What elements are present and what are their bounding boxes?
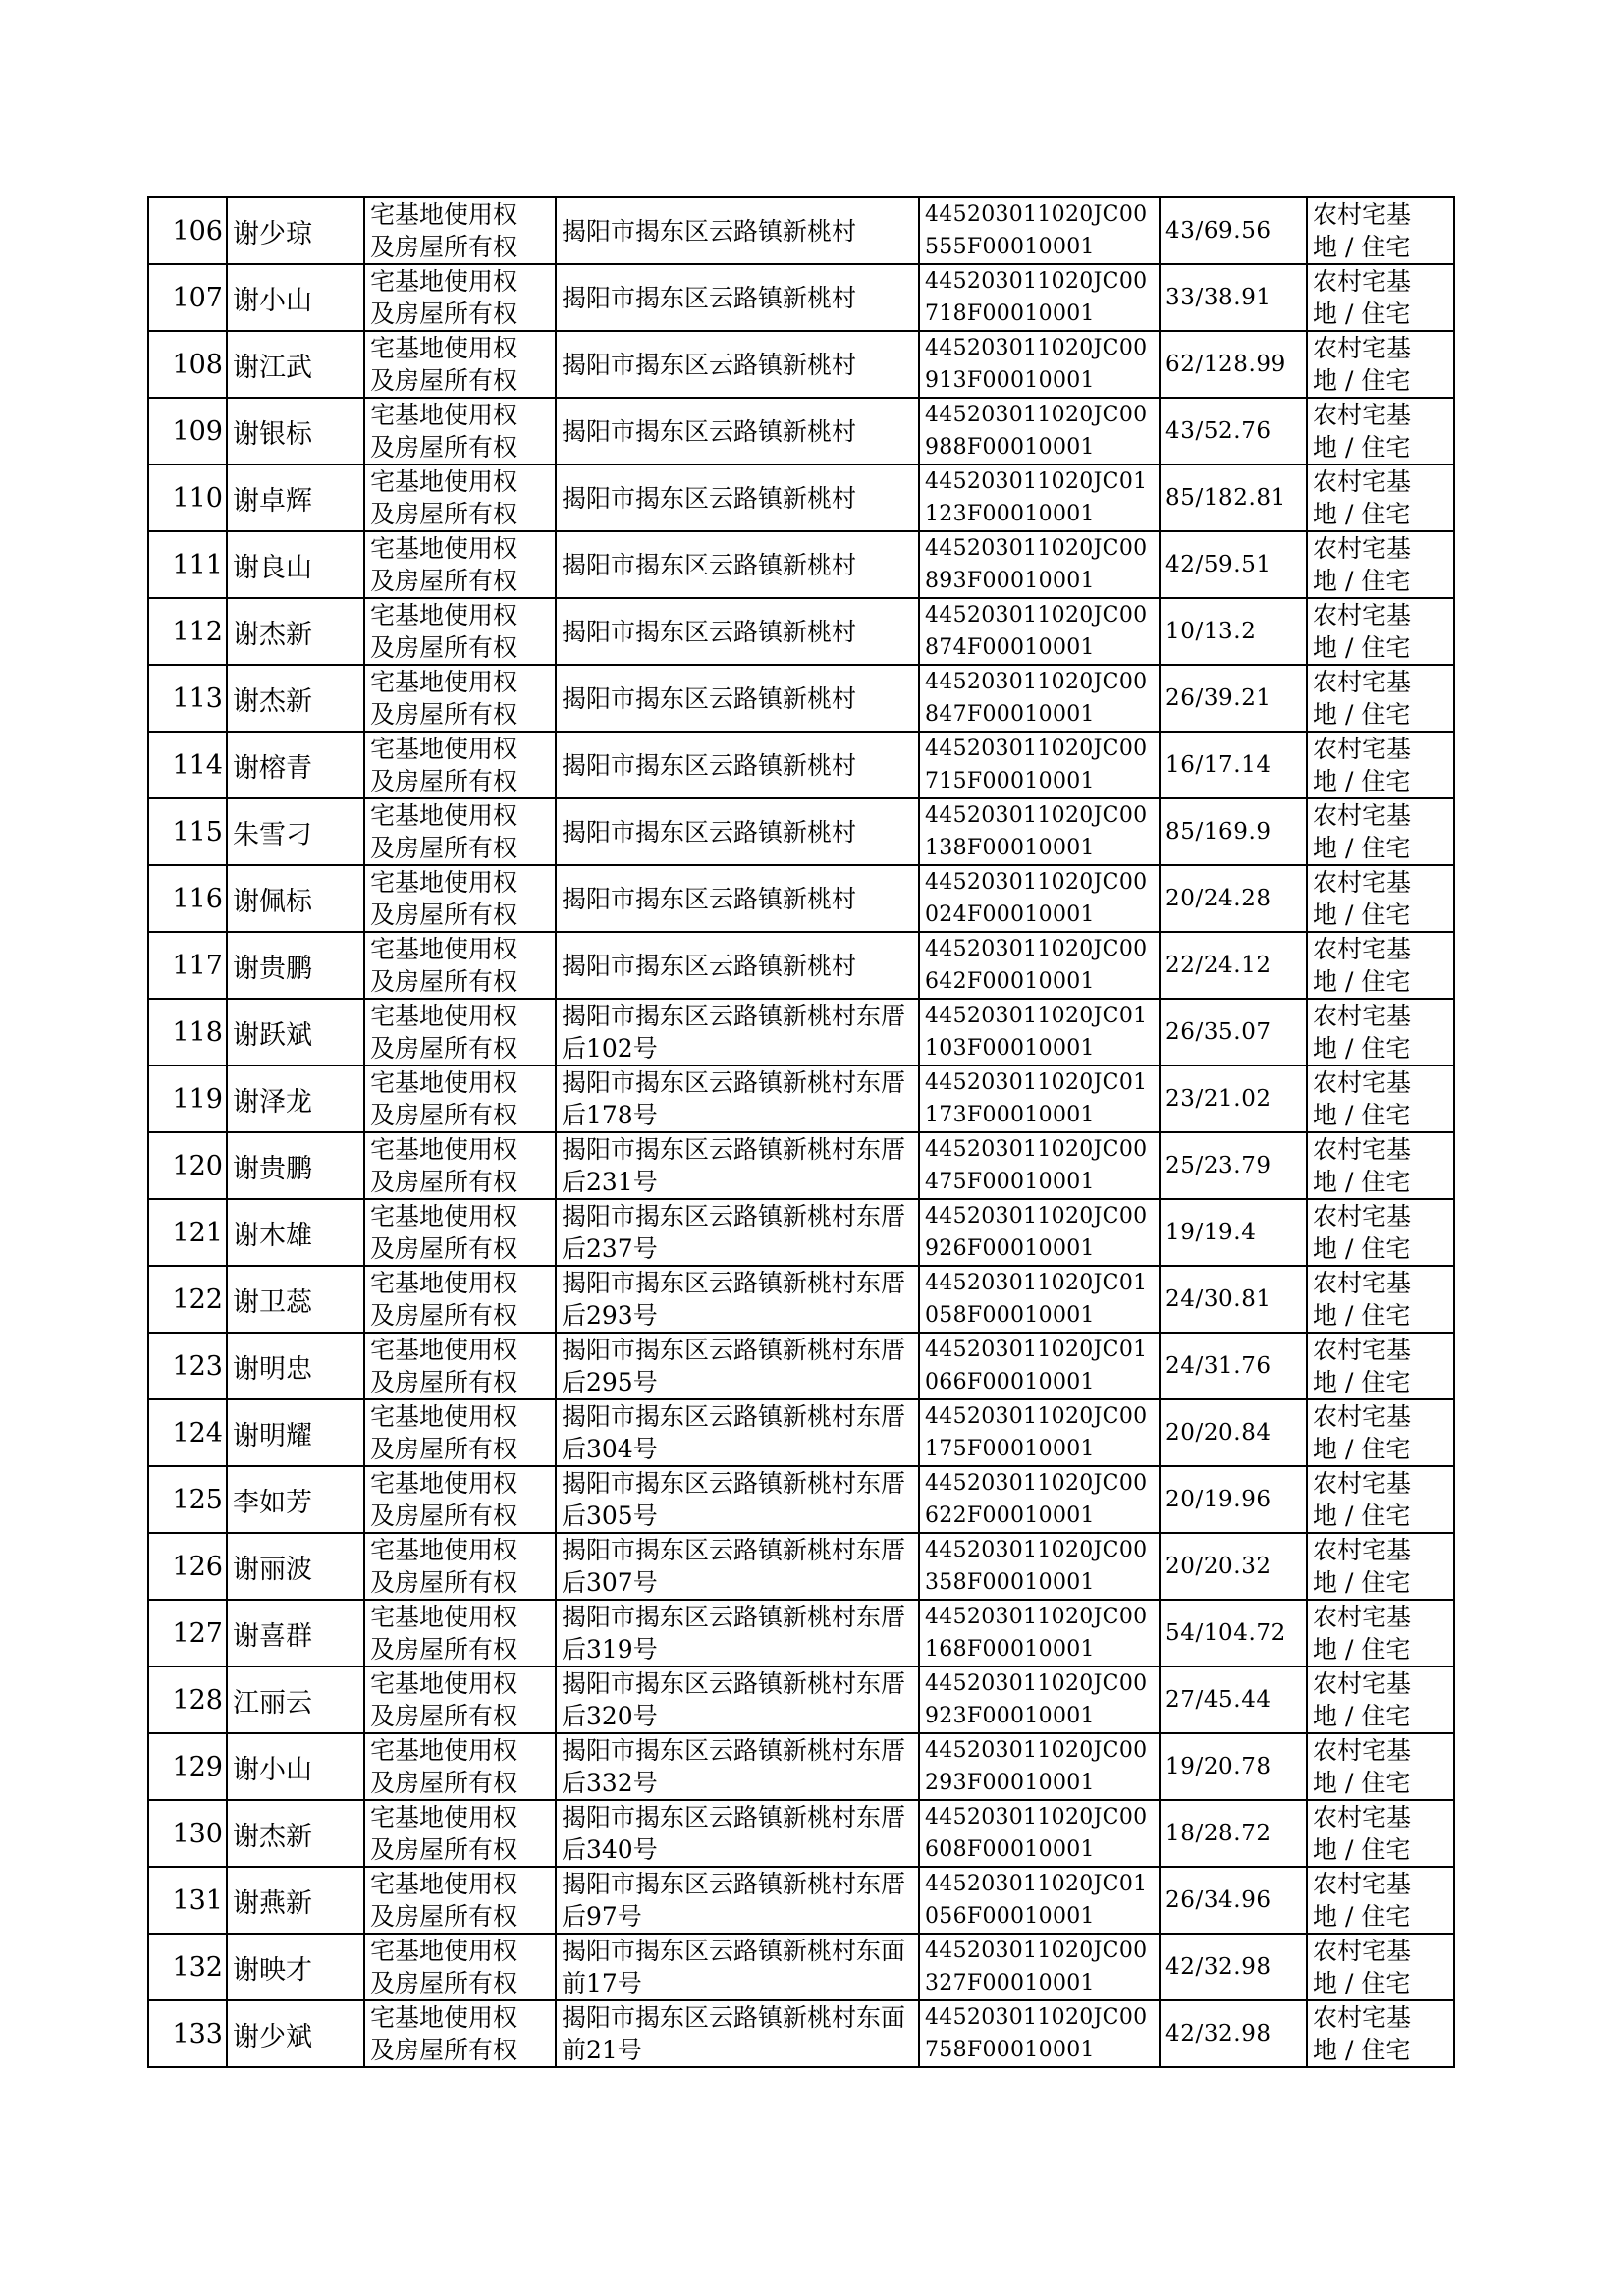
owner-name-cell: 谢杰新 (227, 598, 364, 665)
table-row (148, 1934, 1454, 2000)
address-cell: 揭阳市揭东区云路镇新桃村东厝后231号 (556, 1132, 919, 1199)
table-row (148, 932, 1454, 999)
right-type-cell: 宅基地使用权 及房屋所有权 (364, 264, 556, 331)
unit-code-cell: 445203011020JC00 475F00010001 (919, 1132, 1160, 1199)
row-number-cell: 110 (148, 464, 227, 531)
land-use-cell: 农村宅基 地 / 住宅 (1307, 1533, 1454, 1600)
right-type-cell: 宅基地使用权 及房屋所有权 (364, 1600, 556, 1667)
area-cell: 26/39.21 (1160, 665, 1307, 732)
land-use-cell: 农村宅基 地 / 住宅 (1307, 1132, 1454, 1199)
table-row (148, 1667, 1454, 1733)
table-row (148, 798, 1454, 865)
land-use-cell: 农村宅基 地 / 住宅 (1307, 1333, 1454, 1399)
row-number-cell: 118 (148, 999, 227, 1066)
row-number-cell: 109 (148, 398, 227, 464)
land-use-cell: 农村宅基 地 / 住宅 (1307, 1867, 1454, 1934)
owner-name-cell: 谢泽龙 (227, 1066, 364, 1132)
row-number-cell: 107 (148, 264, 227, 331)
row-number-cell: 119 (148, 1066, 227, 1132)
right-type-cell: 宅基地使用权 及房屋所有权 (364, 2000, 556, 2067)
land-use-cell: 农村宅基 地 / 住宅 (1307, 1934, 1454, 2000)
unit-code-cell: 445203011020JC00 893F00010001 (919, 531, 1160, 598)
row-number-cell: 111 (148, 531, 227, 598)
right-type-cell: 宅基地使用权 及房屋所有权 (364, 1333, 556, 1399)
right-type-cell: 宅基地使用权 及房屋所有权 (364, 1199, 556, 1266)
row-number-cell: 124 (148, 1399, 227, 1466)
area-cell: 18/28.72 (1160, 1800, 1307, 1867)
land-use-cell: 农村宅基 地 / 住宅 (1307, 1733, 1454, 1800)
address-cell: 揭阳市揭东区云路镇新桃村东厝后320号 (556, 1667, 919, 1733)
unit-code-cell: 445203011020JC00 622F00010001 (919, 1466, 1160, 1533)
area-cell: 43/52.76 (1160, 398, 1307, 464)
address-cell: 揭阳市揭东区云路镇新桃村 (556, 598, 919, 665)
owner-name-cell: 江丽云 (227, 1667, 364, 1733)
table-row (148, 464, 1454, 531)
area-cell: 20/24.28 (1160, 865, 1307, 932)
table-row (148, 1733, 1454, 1800)
owner-name-cell: 谢卫蕊 (227, 1266, 364, 1333)
area-cell: 19/20.78 (1160, 1733, 1307, 1800)
area-cell: 85/169.9 (1160, 798, 1307, 865)
address-cell: 揭阳市揭东区云路镇新桃村东厝后319号 (556, 1600, 919, 1667)
owner-name-cell: 谢少斌 (227, 2000, 364, 2067)
owner-name-cell: 谢贵鹏 (227, 1132, 364, 1199)
right-type-cell: 宅基地使用权 及房屋所有权 (364, 1266, 556, 1333)
right-type-cell: 宅基地使用权 及房屋所有权 (364, 197, 556, 264)
right-type-cell: 宅基地使用权 及房屋所有权 (364, 1934, 556, 2000)
address-cell: 揭阳市揭东区云路镇新桃村东厝后305号 (556, 1466, 919, 1533)
owner-name-cell: 谢卓辉 (227, 464, 364, 531)
right-type-cell: 宅基地使用权 及房屋所有权 (364, 732, 556, 798)
address-cell: 揭阳市揭东区云路镇新桃村 (556, 732, 919, 798)
address-cell: 揭阳市揭东区云路镇新桃村东厝后332号 (556, 1733, 919, 1800)
area-cell: 27/45.44 (1160, 1667, 1307, 1733)
row-number-cell: 129 (148, 1733, 227, 1800)
right-type-cell: 宅基地使用权 及房屋所有权 (364, 1867, 556, 1934)
area-cell: 20/20.84 (1160, 1399, 1307, 1466)
area-cell: 20/20.32 (1160, 1533, 1307, 1600)
address-cell: 揭阳市揭东区云路镇新桃村东厝后237号 (556, 1199, 919, 1266)
land-use-cell: 农村宅基 地 / 住宅 (1307, 865, 1454, 932)
right-type-cell: 宅基地使用权 及房屋所有权 (364, 1800, 556, 1867)
owner-name-cell: 谢丽波 (227, 1533, 364, 1600)
owner-name-cell: 谢贵鹏 (227, 932, 364, 999)
land-use-cell: 农村宅基 地 / 住宅 (1307, 464, 1454, 531)
row-number-cell: 131 (148, 1867, 227, 1934)
table-row (148, 531, 1454, 598)
land-use-cell: 农村宅基 地 / 住宅 (1307, 1066, 1454, 1132)
table-row (148, 1066, 1454, 1132)
table-row (148, 732, 1454, 798)
area-cell: 19/19.4 (1160, 1199, 1307, 1266)
row-number-cell: 112 (148, 598, 227, 665)
table-row (148, 665, 1454, 732)
address-cell: 揭阳市揭东区云路镇新桃村东厝后304号 (556, 1399, 919, 1466)
table-row (148, 264, 1454, 331)
address-cell: 揭阳市揭东区云路镇新桃村 (556, 531, 919, 598)
row-number-cell: 123 (148, 1333, 227, 1399)
unit-code-cell: 445203011020JC00 293F00010001 (919, 1733, 1160, 1800)
row-number-cell: 133 (148, 2000, 227, 2067)
area-cell: 25/23.79 (1160, 1132, 1307, 1199)
address-cell: 揭阳市揭东区云路镇新桃村 (556, 464, 919, 531)
address-cell: 揭阳市揭东区云路镇新桃村东厝后307号 (556, 1533, 919, 1600)
unit-code-cell: 445203011020JC00 608F00010001 (919, 1800, 1160, 1867)
land-use-cell: 农村宅基 地 / 住宅 (1307, 1266, 1454, 1333)
unit-code-cell: 445203011020JC01 173F00010001 (919, 1066, 1160, 1132)
unit-code-cell: 445203011020JC01 066F00010001 (919, 1333, 1160, 1399)
right-type-cell: 宅基地使用权 及房屋所有权 (364, 1533, 556, 1600)
owner-name-cell: 李如芳 (227, 1466, 364, 1533)
land-use-cell: 农村宅基 地 / 住宅 (1307, 1667, 1454, 1733)
right-type-cell: 宅基地使用权 及房屋所有权 (364, 932, 556, 999)
owner-name-cell: 谢小山 (227, 264, 364, 331)
owner-name-cell: 朱雪刁 (227, 798, 364, 865)
unit-code-cell: 445203011020JC00 358F00010001 (919, 1533, 1160, 1600)
table-row (148, 1399, 1454, 1466)
address-cell: 揭阳市揭东区云路镇新桃村 (556, 264, 919, 331)
land-use-cell: 农村宅基 地 / 住宅 (1307, 1600, 1454, 1667)
land-use-cell: 农村宅基 地 / 住宅 (1307, 1466, 1454, 1533)
area-cell: 10/13.2 (1160, 598, 1307, 665)
owner-name-cell: 谢明耀 (227, 1399, 364, 1466)
right-type-cell: 宅基地使用权 及房屋所有权 (364, 999, 556, 1066)
owner-name-cell: 谢榕青 (227, 732, 364, 798)
table-row (148, 1132, 1454, 1199)
row-number-cell: 127 (148, 1600, 227, 1667)
owner-name-cell: 谢明忠 (227, 1333, 364, 1399)
right-type-cell: 宅基地使用权 及房屋所有权 (364, 1667, 556, 1733)
unit-code-cell: 445203011020JC00 555F00010001 (919, 197, 1160, 264)
area-cell: 42/32.98 (1160, 2000, 1307, 2067)
row-number-cell: 125 (148, 1466, 227, 1533)
address-cell: 揭阳市揭东区云路镇新桃村东面前17号 (556, 1934, 919, 2000)
area-cell: 43/69.56 (1160, 197, 1307, 264)
area-cell: 23/21.02 (1160, 1066, 1307, 1132)
row-number-cell: 130 (148, 1800, 227, 1867)
unit-code-cell: 445203011020JC01 103F00010001 (919, 999, 1160, 1066)
unit-code-cell: 445203011020JC00 913F00010001 (919, 331, 1160, 398)
right-type-cell: 宅基地使用权 及房屋所有权 (364, 1399, 556, 1466)
unit-code-cell: 445203011020JC00 926F00010001 (919, 1199, 1160, 1266)
land-use-cell: 农村宅基 地 / 住宅 (1307, 1199, 1454, 1266)
table-row (148, 999, 1454, 1066)
right-type-cell: 宅基地使用权 及房屋所有权 (364, 1132, 556, 1199)
address-cell: 揭阳市揭东区云路镇新桃村 (556, 865, 919, 932)
owner-name-cell: 谢江武 (227, 331, 364, 398)
land-use-cell: 农村宅基 地 / 住宅 (1307, 999, 1454, 1066)
address-cell: 揭阳市揭东区云路镇新桃村 (556, 932, 919, 999)
land-use-cell: 农村宅基 地 / 住宅 (1307, 598, 1454, 665)
table-row (148, 1800, 1454, 1867)
address-cell: 揭阳市揭东区云路镇新桃村 (556, 665, 919, 732)
land-use-cell: 农村宅基 地 / 住宅 (1307, 1399, 1454, 1466)
row-number-cell: 106 (148, 197, 227, 264)
unit-code-cell: 445203011020JC00 923F00010001 (919, 1667, 1160, 1733)
table-row (148, 398, 1454, 464)
address-cell: 揭阳市揭东区云路镇新桃村 (556, 798, 919, 865)
area-cell: 16/17.14 (1160, 732, 1307, 798)
row-number-cell: 121 (148, 1199, 227, 1266)
address-cell: 揭阳市揭东区云路镇新桃村东厝后340号 (556, 1800, 919, 1867)
table-row (148, 1867, 1454, 1934)
table-row (148, 598, 1454, 665)
land-use-cell: 农村宅基 地 / 住宅 (1307, 1800, 1454, 1867)
row-number-cell: 120 (148, 1132, 227, 1199)
row-number-cell: 116 (148, 865, 227, 932)
land-use-cell: 农村宅基 地 / 住宅 (1307, 665, 1454, 732)
unit-code-cell: 445203011020JC00 642F00010001 (919, 932, 1160, 999)
table-body (148, 197, 1454, 2067)
area-cell: 42/32.98 (1160, 1934, 1307, 2000)
right-type-cell: 宅基地使用权 及房屋所有权 (364, 531, 556, 598)
land-use-cell: 农村宅基 地 / 住宅 (1307, 531, 1454, 598)
address-cell: 揭阳市揭东区云路镇新桃村 (556, 197, 919, 264)
unit-code-cell: 445203011020JC00 175F00010001 (919, 1399, 1160, 1466)
unit-code-cell: 445203011020JC01 058F00010001 (919, 1266, 1160, 1333)
address-cell: 揭阳市揭东区云路镇新桃村东面前21号 (556, 2000, 919, 2067)
right-type-cell: 宅基地使用权 及房屋所有权 (364, 331, 556, 398)
area-cell: 20/19.96 (1160, 1466, 1307, 1533)
owner-name-cell: 谢杰新 (227, 1800, 364, 1867)
area-cell: 42/59.51 (1160, 531, 1307, 598)
right-type-cell: 宅基地使用权 及房屋所有权 (364, 865, 556, 932)
area-cell: 26/35.07 (1160, 999, 1307, 1066)
land-use-cell: 农村宅基 地 / 住宅 (1307, 331, 1454, 398)
right-type-cell: 宅基地使用权 及房屋所有权 (364, 1466, 556, 1533)
table-row (148, 1466, 1454, 1533)
area-cell: 85/182.81 (1160, 464, 1307, 531)
land-use-cell: 农村宅基 地 / 住宅 (1307, 732, 1454, 798)
unit-code-cell: 445203011020JC00 847F00010001 (919, 665, 1160, 732)
table-row (148, 2000, 1454, 2067)
unit-code-cell: 445203011020JC00 168F00010001 (919, 1600, 1160, 1667)
area-cell: 24/30.81 (1160, 1266, 1307, 1333)
row-number-cell: 128 (148, 1667, 227, 1733)
area-cell: 26/34.96 (1160, 1867, 1307, 1934)
table-row (148, 1266, 1454, 1333)
address-cell: 揭阳市揭东区云路镇新桃村东厝后295号 (556, 1333, 919, 1399)
unit-code-cell: 445203011020JC00 988F00010001 (919, 398, 1160, 464)
address-cell: 揭阳市揭东区云路镇新桃村 (556, 398, 919, 464)
right-type-cell: 宅基地使用权 及房屋所有权 (364, 665, 556, 732)
table-row (148, 1600, 1454, 1667)
owner-name-cell: 谢少琼 (227, 197, 364, 264)
right-type-cell: 宅基地使用权 及房屋所有权 (364, 464, 556, 531)
owner-name-cell: 谢喜群 (227, 1600, 364, 1667)
owner-name-cell: 谢银标 (227, 398, 364, 464)
area-cell: 62/128.99 (1160, 331, 1307, 398)
address-cell: 揭阳市揭东区云路镇新桃村东厝后293号 (556, 1266, 919, 1333)
unit-code-cell: 445203011020JC00 024F00010001 (919, 865, 1160, 932)
table-row (148, 197, 1454, 264)
unit-code-cell: 445203011020JC00 718F00010001 (919, 264, 1160, 331)
row-number-cell: 126 (148, 1533, 227, 1600)
right-type-cell: 宅基地使用权 及房屋所有权 (364, 398, 556, 464)
unit-code-cell: 445203011020JC00 874F00010001 (919, 598, 1160, 665)
owner-name-cell: 谢良山 (227, 531, 364, 598)
owner-name-cell: 谢小山 (227, 1733, 364, 1800)
unit-code-cell: 445203011020JC00 715F00010001 (919, 732, 1160, 798)
unit-code-cell: 445203011020JC00 327F00010001 (919, 1934, 1160, 2000)
unit-code-cell: 445203011020JC00 758F00010001 (919, 2000, 1160, 2067)
owner-name-cell: 谢跃斌 (227, 999, 364, 1066)
owner-name-cell: 谢燕新 (227, 1867, 364, 1934)
right-type-cell: 宅基地使用权 及房屋所有权 (364, 1066, 556, 1132)
row-number-cell: 108 (148, 331, 227, 398)
right-type-cell: 宅基地使用权 及房屋所有权 (364, 598, 556, 665)
land-use-cell: 农村宅基 地 / 住宅 (1307, 932, 1454, 999)
row-number-cell: 113 (148, 665, 227, 732)
table-row (148, 331, 1454, 398)
area-cell: 22/24.12 (1160, 932, 1307, 999)
row-number-cell: 115 (148, 798, 227, 865)
right-type-cell: 宅基地使用权 及房屋所有权 (364, 798, 556, 865)
table-row (148, 1333, 1454, 1399)
land-use-cell: 农村宅基 地 / 住宅 (1307, 264, 1454, 331)
owner-name-cell: 谢杰新 (227, 665, 364, 732)
unit-code-cell: 445203011020JC01 123F00010001 (919, 464, 1160, 531)
owner-name-cell: 谢映才 (227, 1934, 364, 2000)
owner-name-cell: 谢木雄 (227, 1199, 364, 1266)
table-row (148, 1533, 1454, 1600)
table-row (148, 1199, 1454, 1266)
row-number-cell: 122 (148, 1266, 227, 1333)
land-use-cell: 农村宅基 地 / 住宅 (1307, 2000, 1454, 2067)
address-cell: 揭阳市揭东区云路镇新桃村东厝后97号 (556, 1867, 919, 1934)
unit-code-cell: 445203011020JC01 056F00010001 (919, 1867, 1160, 1934)
address-cell: 揭阳市揭东区云路镇新桃村东厝后178号 (556, 1066, 919, 1132)
land-use-cell: 农村宅基 地 / 住宅 (1307, 197, 1454, 264)
land-use-cell: 农村宅基 地 / 住宅 (1307, 798, 1454, 865)
area-cell: 33/38.91 (1160, 264, 1307, 331)
address-cell: 揭阳市揭东区云路镇新桃村 (556, 331, 919, 398)
owner-name-cell: 谢佩标 (227, 865, 364, 932)
unit-code-cell: 445203011020JC00 138F00010001 (919, 798, 1160, 865)
row-number-cell: 117 (148, 932, 227, 999)
address-cell: 揭阳市揭东区云路镇新桃村东厝后102号 (556, 999, 919, 1066)
area-cell: 54/104.72 (1160, 1600, 1307, 1667)
right-type-cell: 宅基地使用权 及房屋所有权 (364, 1733, 556, 1800)
area-cell: 24/31.76 (1160, 1333, 1307, 1399)
land-use-cell: 农村宅基 地 / 住宅 (1307, 398, 1454, 464)
row-number-cell: 114 (148, 732, 227, 798)
table-row (148, 865, 1454, 932)
registry-table (147, 196, 1455, 2068)
row-number-cell: 132 (148, 1934, 227, 2000)
